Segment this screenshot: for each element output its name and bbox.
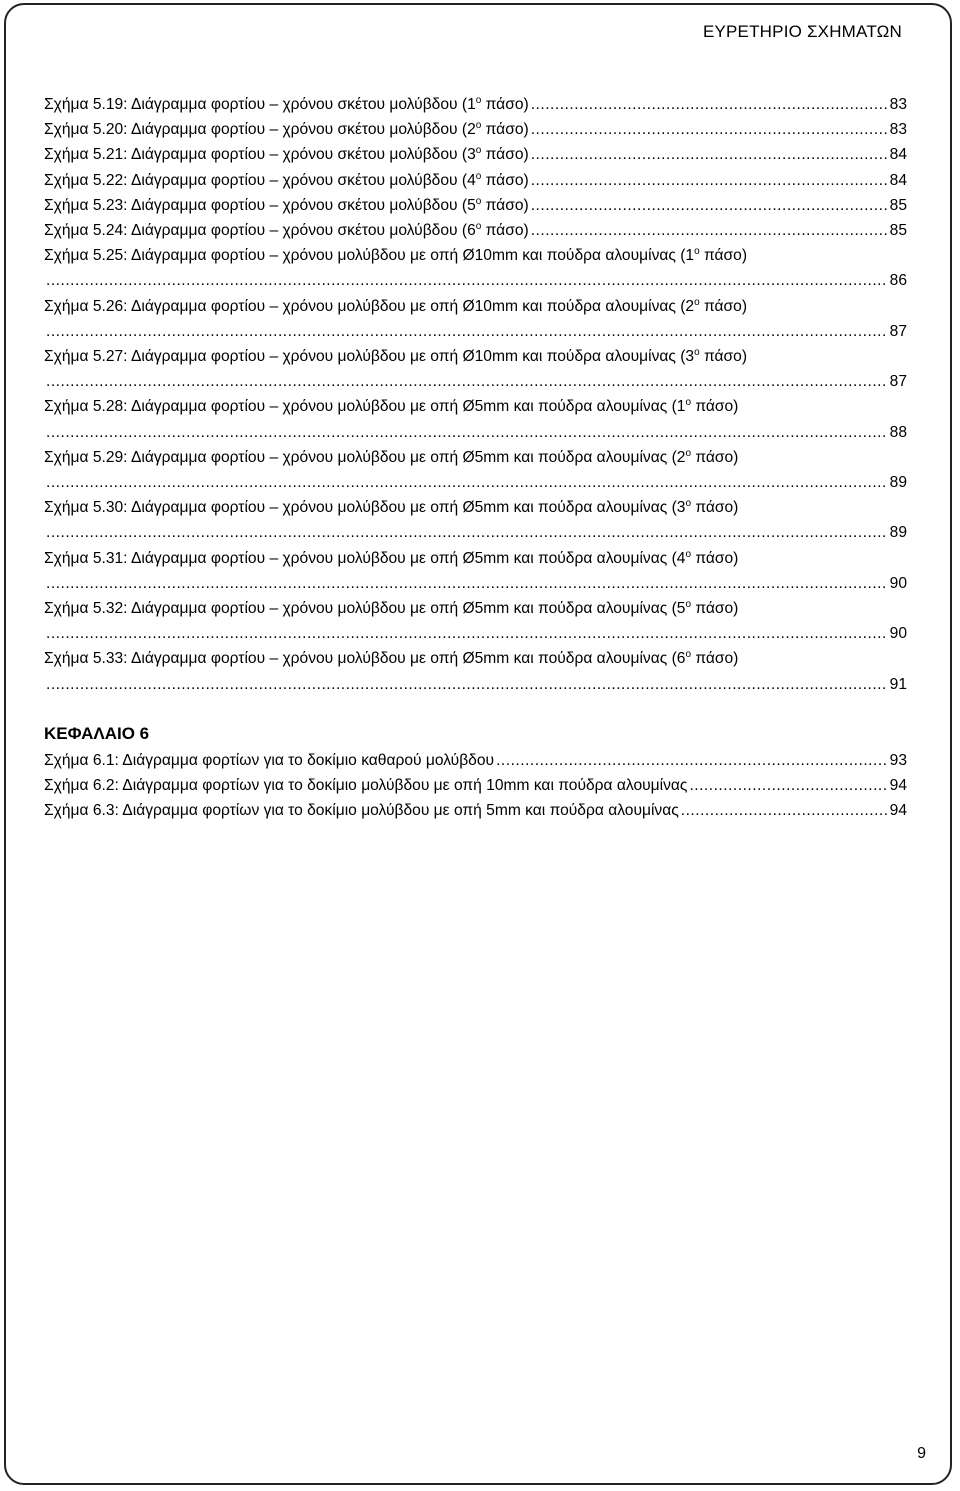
leader-dots <box>496 748 888 773</box>
page-ref: 83 <box>889 121 907 139</box>
page-ref: 90 <box>889 625 907 643</box>
page-header-title: ΕΥΡΕΤΗΡΙΟ ΣΧΗΜΑΤΩΝ <box>702 22 902 41</box>
leader-dots <box>531 92 888 117</box>
toc-entry-5-30[interactable]: Σχήμα 5.30: Διάγραμμα φορτίου – χρόνου μολύβδου με οπή Ø5mm και πούδρα αλουμίνας ($3^o$ πάσο) ..... 89 <box>44 495 907 545</box>
toc-entry-5-31[interactable]: Σχήμα 5.31: Διάγραμμα φορτίου – χρόνου μολύβδου με οπή Ø5mm και πούδρα αλουμίνας ($4^o$ πάσο) ..... 90 <box>44 546 907 596</box>
leader-dots <box>46 268 888 293</box>
leader-dots <box>689 773 887 798</box>
toc-entry-6-2[interactable]: Σχήμα 6.2: Διάγραμμα φορτίων για το δοκίμιο μολύβδου με οπή 10mm και πούδρα αλουμίνας ..... 94 <box>44 773 907 798</box>
leader-dots <box>46 420 888 445</box>
page-ref: 88 <box>889 423 907 441</box>
chapter-6-heading: ΚΕΦΑΛΑΙΟ 6 <box>44 723 150 743</box>
toc-entry-5-29[interactable]: Σχήμα 5.29: Διάγραμμα φορτίου – χρόνου μολύβδου με οπή Ø5mm και πούδρα αλουμίνας ($2^o$ πάσο) ..... 89 <box>44 445 907 495</box>
leader-dots <box>531 142 888 167</box>
toc-entry-5-22[interactable]: Σχήμα 5.22: Διάγραμμα φορτίου – χρόνου σκέτου μολύβδου ($4^o$ πάσο) ..... 84 <box>44 168 907 193</box>
leader-dots <box>46 621 888 646</box>
page-ref: 94 <box>889 777 907 795</box>
page-ref: 83 <box>889 96 907 113</box>
toc-entry-5-32[interactable]: Σχήμα 5.32: Διάγραμμα φορτίου – χρόνου μολύβδου με οπή Ø5mm και πούδρα αλουμίνας ($5^o$ πάσο) ..... 90 <box>44 596 907 646</box>
leader-dots <box>531 218 888 243</box>
page-ref: 93 <box>889 751 907 769</box>
leader-dots <box>46 672 888 697</box>
toc-entry-5-33[interactable]: Σχήμα 5.33: Διάγραμμα φορτίου – χρόνου μολύβδου με οπή Ø5mm και πούδρα αλουμίνας ($6^o$ πάσο) ..... 91 <box>44 646 907 696</box>
page-ref: 94 <box>889 802 907 820</box>
page-ref: 85 <box>889 196 907 214</box>
page-ref: 90 <box>889 574 907 592</box>
toc-entry-5-21[interactable]: Σχήμα 5.21: Διάγραμμα φορτίου – χρόνου σκέτου μολύβδου ($3^o$ πάσο) ..... 84 <box>44 142 907 167</box>
toc-entry-5-26[interactable]: Σχήμα 5.26: Διάγραμμα φορτίου – χρόνου μολύβδου με οπή Ø10mm και πούδρα αλουμίνας ($2^o$ πάσο) ..... 87 <box>44 294 907 344</box>
leader-dots <box>46 470 888 495</box>
toc-entry-6-3[interactable]: Σχήμα 6.3: Διάγραμμα φορτίων για το δοκίμιο μολύβδου με οπή 5mm και πούδρα αλουμίνας ..... 94 <box>44 798 907 823</box>
toc-entry-5-19[interactable]: Σχήμα 5.19: Διάγραμμα φορτίου – χρόνου σκέτου μολύβδου ($1^o$ πάσο) ..... 83 <box>44 92 907 117</box>
page-ref: 87 <box>889 322 907 340</box>
toc-entry-5-23[interactable]: Σχήμα 5.23: Διάγραμμα φορτίου – χρόνου σκέτου μολύβδου ($5^o$ πάσο) ..... 85 <box>44 193 907 218</box>
page-ref: 89 <box>889 524 907 542</box>
leader-dots <box>531 117 888 142</box>
page-ref: 87 <box>889 373 907 391</box>
leader-dots <box>46 319 888 344</box>
toc-entry-5-24[interactable]: Σχήμα 5.24: Διάγραμμα φορτίου – χρόνου σκέτου μολύβδου ($6^o$ πάσο) ..... 85 <box>44 218 907 243</box>
toc-entry-5-27[interactable]: Σχήμα 5.27: Διάγραμμα φορτίου – χρόνου μολύβδου με οπή Ø10mm και πούδρα αλουμίνας ($3^o$ πάσο) ..... 87 <box>44 344 907 394</box>
leader-dots <box>46 369 888 394</box>
page-ref: 84 <box>889 171 907 189</box>
page-number: 9 <box>917 1445 926 1462</box>
page-ref: 89 <box>889 474 907 492</box>
leader-dots <box>531 168 888 193</box>
table-of-figures <box>44 92 907 823</box>
page-ref: 85 <box>889 222 907 240</box>
toc-entry-5-20[interactable]: Σχήμα 5.20: Διάγραμμα φορτίου – χρόνου σκέτου μολύβδου ($2^o$ πάσο) ..... 83 <box>44 117 907 142</box>
page-ref: 86 <box>889 272 907 290</box>
leader-dots <box>46 571 888 596</box>
leader-dots <box>531 193 888 218</box>
page-ref: 91 <box>889 675 907 693</box>
page-ref: 84 <box>889 146 907 164</box>
leader-dots <box>681 798 888 823</box>
toc-entry-6-1[interactable]: Σχήμα 6.1: Διάγραμμα φορτίων για το δοκίμιο καθαρού μολύβδου ..... 93 <box>44 748 907 773</box>
toc-entry-5-28[interactable]: Σχήμα 5.28: Διάγραμμα φορτίου – χρόνου μολύβδου με οπή Ø5mm και πούδρα αλουμίνας ($1^o$ πάσο) ..... 88 <box>44 394 907 444</box>
leader-dots <box>46 520 888 545</box>
toc-entry-5-25[interactable]: Σχήμα 5.25: Διάγραμμα φορτίου – χρόνου μολύβδου με οπή Ø10mm και πούδρα αλουμίνας ($1^o$ πάσο) ..... 86 <box>44 243 907 293</box>
